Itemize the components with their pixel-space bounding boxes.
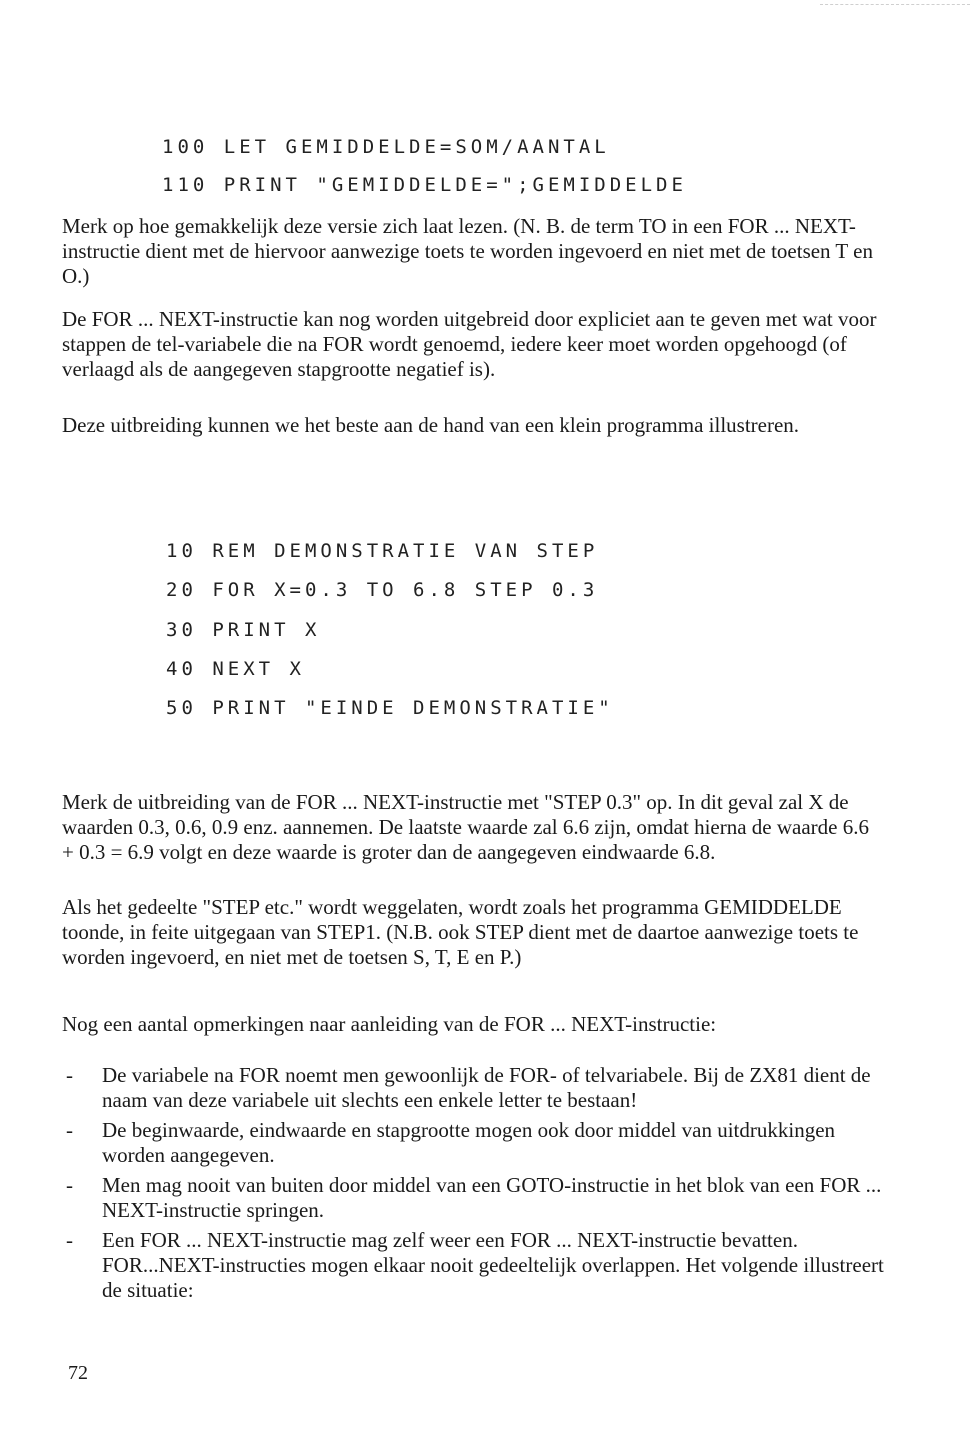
code-line: 100 LET GEMIDDELDE=SOM/AANTAL: [162, 136, 610, 158]
page-number: 72: [68, 1362, 88, 1384]
remarks-list: [62, 1063, 892, 1308]
code-line: 10 REM DEMONSTRATIE VAN STEP: [166, 540, 599, 562]
paragraph-illustration: Deze uitbreiding kunnen we het beste aan de hand van een klein programma illustreren.: [62, 413, 800, 437]
scan-edge-line: [820, 4, 970, 5]
code-line: 30 PRINT X: [166, 619, 321, 641]
paragraph-step-intro: De FOR ... NEXT-instructie kan nog worden uitgebreid door expliciet aan te geven met wat voor stappen de tel-variabele die na FOR wordt genoemd, iedere keer moet worden opgehoogd (of verlaagd als de aangegeven stapgrootte negatief is).: [62, 307, 877, 381]
list-item: - De variabele na FOR noemt men gewoonlijk de FOR- of telvariabele. Bij de ZX81 dient de naam van deze variabele uit slechts een enkele letter te bestaan!: [66, 1063, 871, 1112]
bullet-marker: -: [66, 1118, 73, 1142]
bullet-marker: -: [66, 1063, 73, 1087]
paragraph-step-explanation: Merk de uitbreiding van de FOR ... NEXT-instructie met "STEP 0.3" op. In dit geval zal X de waarden 0.3, 0.6, 0.9 enz. aannemen. De laatste waarde zal 6.6 zijn, omdat hierna de waarde 6.6 + 0.3 = 6.9 volgt en deze waarde is groter dan de aangegeven eindwaarde 6.8.: [62, 790, 869, 864]
paragraph-note-to: Merk op hoe gemakkelijk deze versie zich laat lezen. (N. B. de term TO in een FOR ... NEXT-instructie dient met de hiervoor aanwezige toets te worden ingevoerd en niet met de toetsen T en O.): [62, 214, 873, 288]
bullet-marker: -: [66, 1173, 73, 1197]
paragraph-remarks-intro: Nog een aantal opmerkingen naar aanleiding van de FOR ... NEXT-instructie:: [62, 1012, 717, 1036]
paragraph-step-default: Als het gedeelte "STEP etc." wordt weggelaten, wordt zoals het programma GEMIDDELDE toonde, in feite uitgegaan van STEP1. (N.B. ook STEP dient met de daartoe aanwezige toets te worden ingevoerd, en niet met de toetsen S, T, E en P.): [62, 895, 859, 969]
code-line: 40 NEXT X: [166, 658, 305, 680]
list-item: - De beginwaarde, eindwaarde en stapgrootte mogen ook door middel van uitdrukkingen worden aangegeven.: [66, 1118, 836, 1167]
code-line: 20 FOR X=0.3 TO 6.8 STEP 0.3: [166, 579, 599, 601]
code-line: 110 PRINT "GEMIDDELDE=";GEMIDDELDE: [162, 174, 687, 196]
list-item: - Men mag nooit van buiten door middel van een GOTO-instructie in het blok van een FOR ... NEXT-instructie springen.: [66, 1173, 882, 1222]
code-line: 50 PRINT "EINDE DEMONSTRATIE": [166, 697, 614, 719]
bullet-marker: -: [66, 1228, 73, 1252]
list-item: - Een FOR ... NEXT-instructie mag zelf weer een FOR ... NEXT-instructie bevatten. FOR...NEXT-instructies mogen elkaar nooit gedeeltelijk overlappen. Het volgende illustreert de situatie:: [66, 1228, 884, 1302]
